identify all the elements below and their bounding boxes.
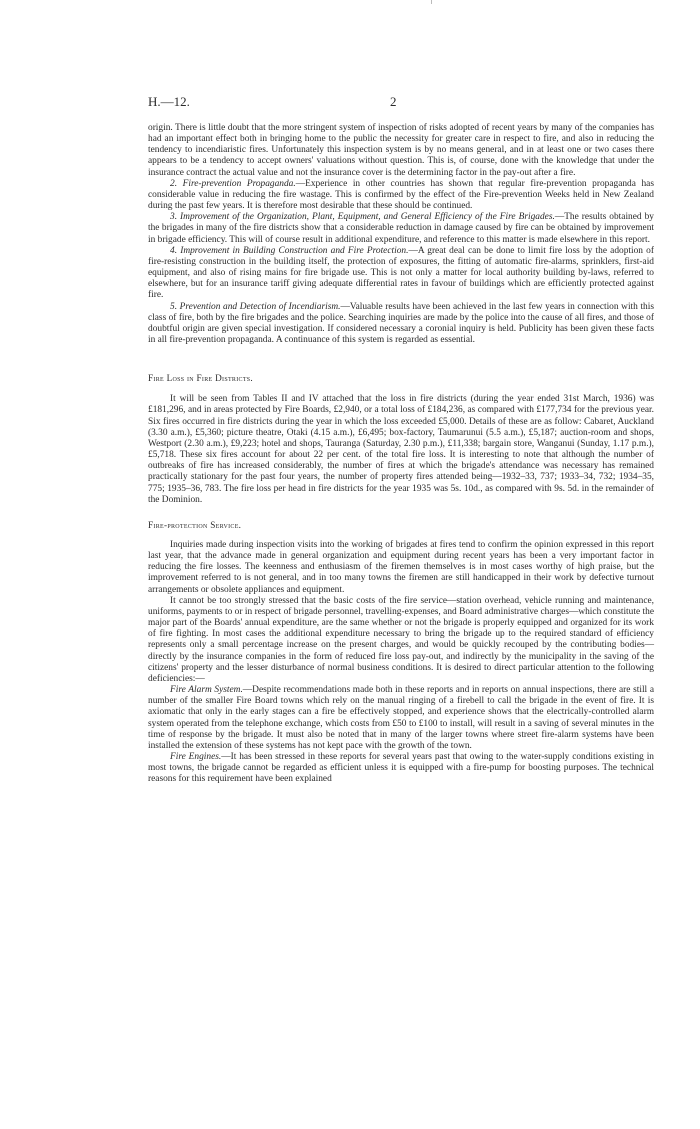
fire-loss-paragraph: It will be seen from Tables II and IV attached that the loss in fire districts (during the year ended 31st March, 1936) was £181,296, and in areas protected by Fire Boards, £2,940, or a total loss of £184,236, as compared with £177,734 for the previous year. Six fires occurred in fire districts during the year in which the loss exceeded £5,000. Details of these are as follow: Cabaret, Auckland (3.30 a.m.), £5,360; picture theatre, Otaki (4.15 a.m.), £6,495; box-factory, Taumarunui (5.5 a.m.), £5,187; auction-room and shops, Westport (2.30 a.m.), £9,223; hotel and shops, Tauranga (Saturday, 2.30 p.m.), £11,338; bargain store, Wanganui (Sunday, 1.17 p.m.), £5,718. These six fires account for about 22 per cent. of the total fire loss. It is interesting to note that although the number of outbreaks of fire has increased considerably, the number of fires at which the brigade's attendance was necessary has remained practically stationary for the past four years, the number of property fires attended being—1932–33, 737; 1933–34, 732; 1934–35, 775; 1935–36, 783. The fire loss per head in fire districts for the year 1935 was 5s. 10d., as compared with 9s. 5d. in the remainder of the Dominion. [148,394,654,505]
item-heading: 4. Improvement in Building Construction and Fire Protection. [170,245,409,256]
item-heading: 3. Improvement of the Organization, Plant, Equipment, and General Efficiency of the Fire Brigades. [170,212,555,223]
basic-costs-paragraph: It cannot be too strongly stressed that the basic costs of the fire service—station overhead, vehicle running and maintenance, uniforms, payments to or in respect of brigade personnel, travelling-expenses, and Board administrative charges—which constitute the major part of the Boards' annual expenditure, are the same whether or not the brigade is properly equipped and organized for its work of fire fighting. In most cases the additional expenditure necessary to bring the brigade up to the required standard of efficiency represents only a small percentage increase on the present charges, and would be quickly recouped by the contributing bodies—directly by the insurance companies in the form of reduced fire loss pay-out, and indirectly by the municipality in the saving of the citizens' property and the lesser disturbance of normal business conditions. It is desired to direct particular attention to the following deficiencies:— [148,595,654,684]
fire-engines-paragraph [148,752,654,785]
item-body: —A great deal can be done to limit fire loss by the adoption of fire-resisting construction in the building itself, the protection of exposures, the fitting of automatic fire-alarms, sprinklers, first-aid equipment, and also of rising mains for fire brigade use. This is not only a matter for local authority building by-laws, referred to elsewhere, but for an insurance tariff giving adequate differential rates in favour of buildings which are efficiently protected against fire. [148,245,654,301]
section-heading-fire-protection: Fire-protection Service. [148,519,242,530]
section-heading-fire-loss: Fire Loss in Fire Districts. [148,373,254,384]
item-body: —The results obtained by the brigades in many of the fire districts show that a considerable reduction in damage caused by fire can be obtained by improvement in brigade efficiency. This will of course result in additional expenditure, and reference to this matter is made elsewhere in this report. [148,212,654,245]
item-heading: Fire Engines. [170,751,222,762]
item-body: —Despite recommendations made both in these reports and in reports on annual inspections, there are still a number of the smaller Fire Board towns which rely on the manual ringing of a firebell to call the brigade in the event of fire. It is axiomatic that only in the early stages can a fire be effectively stopped, and experience shows that the electrically-controlled alarm system operated from the telephone exchange, which costs from £50 to £100 to install, will result in a saving of several minutes in the time of response by the brigade. It must also be noted that in many of the larger towns where street fire-alarm systems have been installed the extension of these systems has not kept pace with the growth of the town. [148,685,654,751]
intro-paragraph: origin. There is little doubt that the more stringent system of inspection of risks adopted of recent years by many of the companies has had an important effect both in bringing home to the public the necessity for greater care in respect to fire, and also in reducing the tendency to incendiaristic fires. Unfortunately this inspection system is by no means general, and in at least one or two cases there appears to be a tendency to accept owners' valuations without question. This is, of course, done with the knowledge that under the insurance contract the actual value and not the insurance cover is the determining factor in the pay-out after a fire. [148,123,654,178]
brigade-efficiency-paragraph [148,212,654,245]
incendiarism-paragraph [148,302,654,347]
document-body [148,123,654,785]
item-heading: 5. Prevention and Detection of Incendiarism. [170,301,341,312]
page-number: 2 [390,94,397,109]
item-body: —Experience in other countries has shown that regular fire-prevention propaganda has considerable value in reducing the fire wastage. This is confirmed by the effect of the Fire-prevention Weeks held in New Zealand during the past few years. It is therefore most desirable that these should be continued. [148,178,654,212]
building-construction-paragraph [148,246,654,302]
inspection-paragraph: Inquiries made during inspection visits into the working of brigades at fires tend to confirm the opinion expressed in this report last year, that the advance made in general organization and equipment during recent years has been a very important factor in reducing the fire losses. The keenness and enthusiasm of the firemen themselves is in most cases worthy of high praise, but the improvement referred to is not general, and in too many towns the firemen are still handicapped in their work by defective turnout arrangements or obsolete appliances and equipment. [148,540,654,595]
page-header [148,94,654,112]
item-body: —It has been stressed in these reports for several years past that owing to the water-supply conditions existing in most towns, the brigade cannot be regarded as efficient unless it is equipped with a fire-pump for boosting purposes. The technical reasons for this requirement have been explained [148,751,654,785]
document-id: H.—12. [148,94,190,109]
fire-alarm-paragraph [148,685,654,752]
item-heading: Fire Alarm System. [170,685,243,696]
fire-prevention-propaganda-paragraph [148,179,654,212]
item-body: —Valuable results have been achieved in the last few years in connection with this class of fire, both by the fire brigades and the police. Searching inquiries are made by the police into the cause of all fires, and those of doubtful origin are given special investigation. If considered necessary a coronial inquiry is held. Publicity has been given these facts in all fire-prevention propaganda. A continuance of this system is regarded as essential. [148,301,654,345]
scan-mark [431,0,432,4]
item-heading: 2. Fire-prevention Propaganda. [170,178,296,189]
